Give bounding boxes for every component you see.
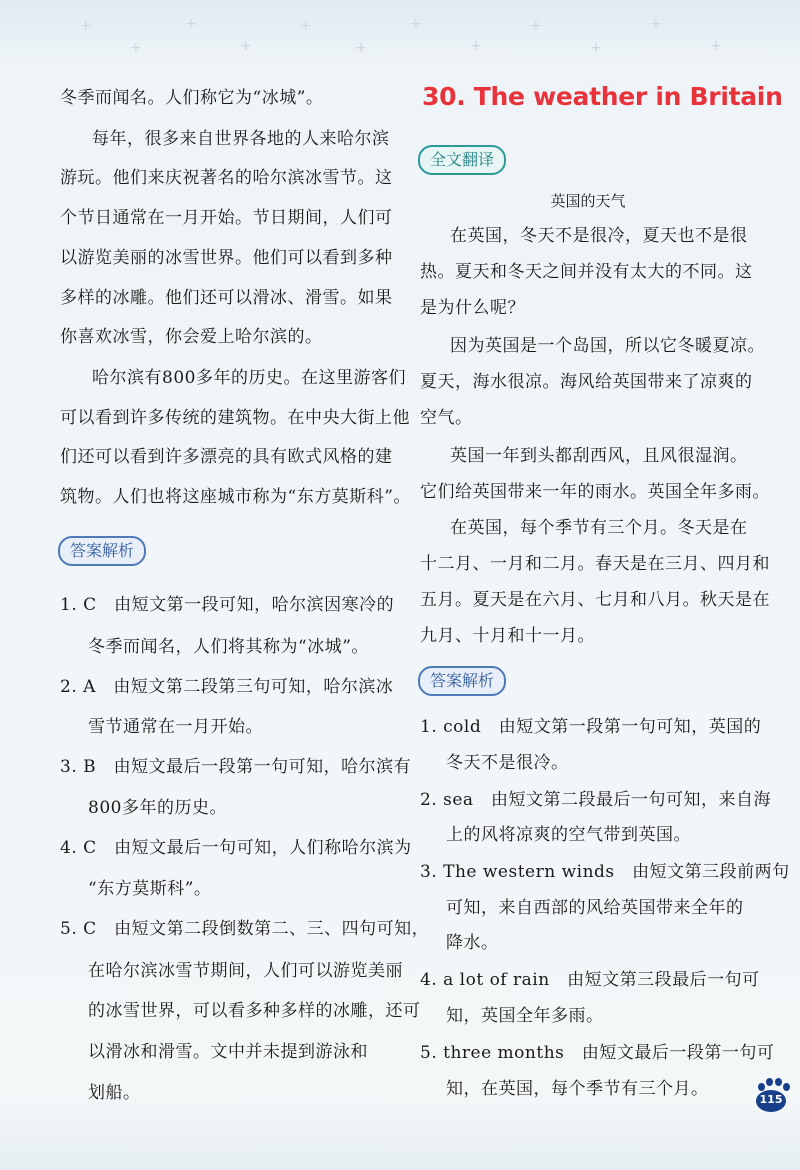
answer-analysis-badge: 答案解析	[58, 536, 146, 566]
answer-line: 3. B 由短文最后一段第一句可知，哈尔滨有	[60, 757, 412, 777]
answer-line: 2. A 由短文第二段第三句可知，哈尔滨冰	[60, 677, 394, 697]
passage-line: 冬季而闻名。人们称它为“冰城”。	[60, 88, 324, 108]
passage-line: 热。夏天和冬天之间并没有太大的不同。这	[420, 262, 753, 282]
passage-line: 夏天，海水很凉。海风给英国带来了凉爽的	[420, 372, 753, 392]
passage-line: 游玩。他们来庆祝著名的哈尔滨冰雪节。这	[60, 168, 393, 188]
answer-line: 1. cold 由短文第一段第一句可知，英国的	[420, 717, 762, 737]
passage-line: 是为什么呢？	[420, 298, 525, 318]
answer-line: 冬天不是很冷。	[446, 753, 569, 773]
passage-line: 九月、十月和十一月。	[420, 626, 595, 646]
answer-line: 以滑冰和滑雪。文中并未提到游泳和	[88, 1042, 368, 1062]
answer-line: 知，在英国，每个季节有三个月。	[446, 1079, 709, 1099]
passage-line: 在英国，每个季节有三个月。冬天是在	[450, 518, 748, 538]
passage-line: 十二月、一月和二月。春天是在三月、四月和	[420, 554, 770, 574]
answer-line: 5. C 由短文第二段倒数第二、三、四句可知，	[60, 919, 430, 939]
paw-print-icon	[766, 1078, 773, 1086]
paw-print-icon	[783, 1083, 790, 1091]
passage-line: 多样的冰雕。他们还可以滑冰、滑雪。如果	[60, 288, 393, 308]
translation-title: 英国的天气	[550, 192, 626, 210]
passage-line: 可以看到许多传统的建筑物。在中央大街上他	[60, 408, 410, 428]
answer-line: 降水。	[446, 933, 499, 953]
passage-line: 空气。	[420, 408, 473, 428]
answer-line: 可知，来自西部的风给英国带来全年的	[446, 898, 744, 918]
answer-line: 在哈尔滨冰雪节期间，人们可以游览美丽	[88, 961, 403, 981]
passage-line: 五月。夏天是在六月、七月和八月。秋天是在	[420, 590, 770, 610]
passage-line: 它们给英国带来一年的雨水。英国全年多雨。	[420, 482, 770, 502]
passage-line: 个节日通常在一月开始。节日期间，人们可	[60, 208, 393, 228]
answer-analysis-badge: 答案解析	[418, 666, 506, 696]
passage-line: 在英国，冬天不是很冷，夏天也不是很	[450, 226, 748, 246]
passage-line: 你喜欢冰雪，你会爱上哈尔滨的。	[60, 327, 323, 347]
passage-line: 英国一年到头都刮西风，且风很湿润。	[450, 446, 748, 466]
answer-line: “东方莫斯科”。	[88, 879, 212, 899]
passage-line: 每年，很多来自世界各地的人来哈尔滨	[92, 129, 390, 149]
answer-line: 知，英国全年多雨。	[446, 1006, 604, 1026]
answer-line: 4. C 由短文最后一句可知，人们称哈尔滨为	[60, 838, 412, 858]
decorative-plus-pattern: + + + + + + + + + + + +	[80, 16, 722, 56]
answer-line: 上的风将凉爽的空气带到英国。	[446, 825, 691, 845]
answer-line: 4. a lot of rain 由短文第三段最后一句可	[420, 970, 760, 990]
answer-line: 2. sea 由短文第二段最后一句可知，来自海	[420, 790, 772, 810]
passage-line: 因为英国是一个岛国，所以它冬暖夏凉。	[450, 336, 765, 356]
answer-line: 3. The western winds 由短文第三段前两句	[420, 862, 790, 882]
passage-line: 哈尔滨有800多年的历史。在这里游客们	[92, 368, 406, 388]
page-number-badge	[752, 1076, 790, 1114]
passage-line: 以游览美丽的冰雪世界。他们可以看到多种	[60, 248, 393, 268]
lesson-title: 30. The weather in Britain	[422, 82, 783, 111]
paw-print-icon	[775, 1078, 782, 1086]
passage-line: 们还可以看到许多漂亮的具有欧式风格的建	[60, 447, 393, 467]
answer-line: 800多年的历史。	[88, 798, 227, 818]
full-translation-badge: 全文翻译	[418, 145, 506, 175]
paw-print-icon	[758, 1083, 765, 1091]
passage-line: 筑物。人们也将这座城市称为“东方莫斯科”。	[60, 487, 411, 507]
answer-line: 的冰雪世界，可以看多种多样的冰雕，还可	[88, 1001, 421, 1021]
page-number: 115	[759, 1093, 783, 1106]
answer-line: 划船。	[88, 1083, 141, 1103]
answer-line: 冬季而闻名，人们将其称为“冰城”。	[88, 637, 369, 657]
answer-line: 1. C 由短文第一段可知，哈尔滨因寒冷的	[60, 595, 395, 615]
answer-line: 5. three months 由短文最后一段第一句可	[420, 1043, 775, 1063]
answer-line: 雪节通常在一月开始。	[88, 717, 263, 737]
